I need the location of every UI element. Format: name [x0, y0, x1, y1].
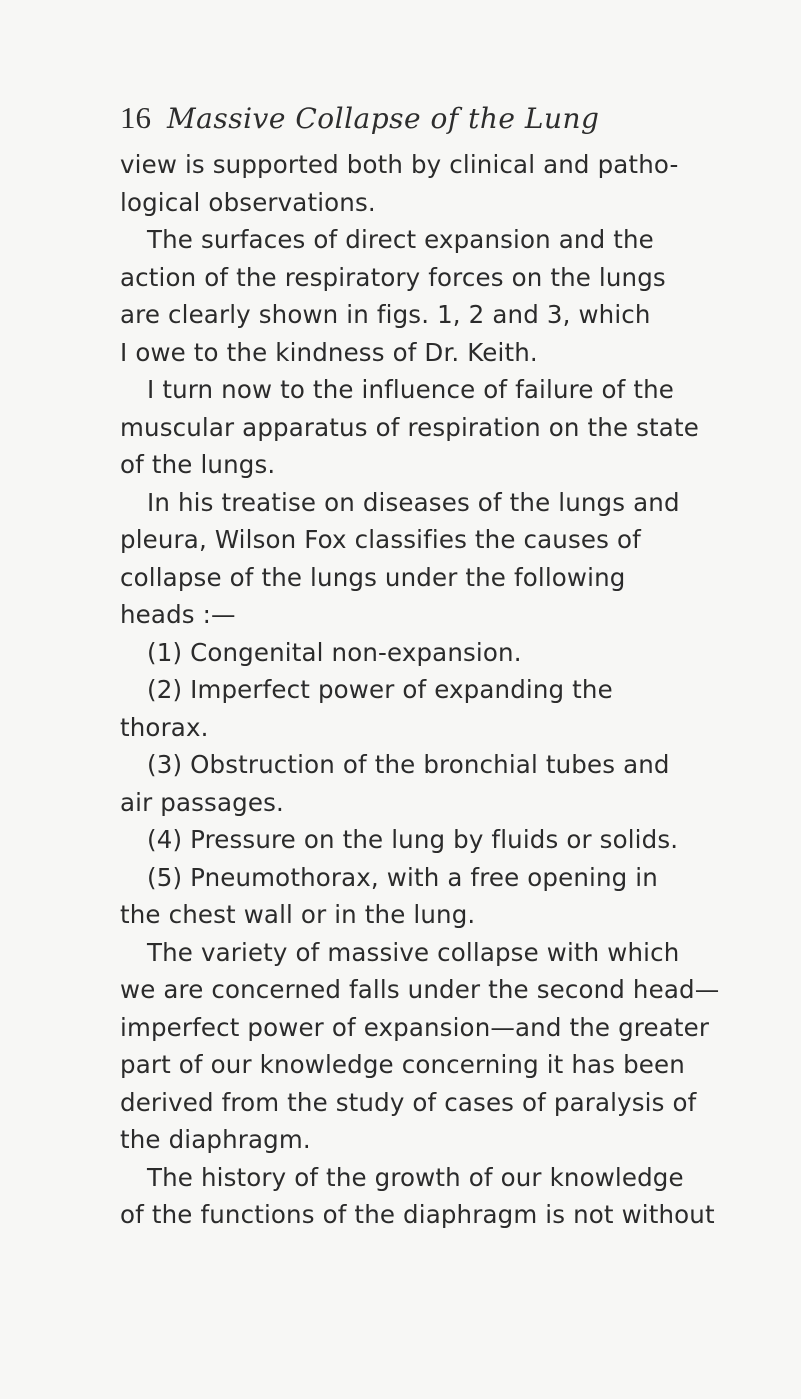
page-header: [120, 100, 599, 144]
text-line: The surfaces of direct expansion and the: [147, 225, 654, 254]
text-line: (1) Congenital non-expansion.: [147, 637, 522, 667]
text-line: logical observations.: [120, 187, 376, 217]
text-line: imperfect power of expansion—and the greater: [120, 1012, 710, 1042]
text-line: view is supported both by clinical and patho-: [120, 150, 679, 179]
running-title: Massive Collapse of the Lung: [167, 102, 600, 135]
text-line: collapse of the lungs under the following: [120, 562, 626, 592]
text-line: (4) Pressure on the lung by fluids or solids.: [147, 825, 679, 854]
text-line: pleura, Wilson Fox classifies the causes of: [120, 525, 641, 554]
text-line: part of our knowledge concerning it has been: [120, 1050, 685, 1079]
text-line: (3) Obstruction of the bronchial tubes and: [147, 750, 670, 779]
text-line: the chest wall or in the lung.: [120, 900, 476, 929]
text-line: The variety of massive collapse with which: [147, 937, 680, 967]
text-line: action of the respiratory forces on the lungs: [120, 262, 666, 292]
text-line: the diaphragm.: [120, 1125, 311, 1154]
text-line: of the lungs.: [120, 450, 276, 479]
text-line: muscular apparatus of respiration on the state: [120, 412, 699, 442]
text-line: are clearly shown in figs. 1, 2 and 3, which: [120, 300, 651, 329]
text-line: I turn now to the influence of failure of the: [147, 375, 674, 404]
text-line: of the functions of the diaphragm is not without: [120, 1200, 715, 1229]
text-line: (2) Imperfect power of expanding the: [147, 675, 613, 704]
body-text: [120, 146, 740, 1234]
text-line: heads :—: [120, 600, 236, 629]
text-line: (5) Pneumothorax, with a free opening in: [147, 862, 658, 892]
text-line: In his treatise on diseases of the lungs and: [147, 487, 680, 517]
text-line: derived from the study of cases of paralysis of: [120, 1087, 697, 1117]
text-line: thorax.: [120, 712, 209, 742]
text-line: The history of the growth of our knowledge: [147, 1162, 684, 1192]
text-line: I owe to the kindness of Dr. Keith.: [120, 337, 538, 367]
text-line: air passages.: [120, 787, 284, 817]
text-line: we are concerned falls under the second head—: [120, 975, 720, 1004]
page-number: 16: [120, 100, 151, 135]
